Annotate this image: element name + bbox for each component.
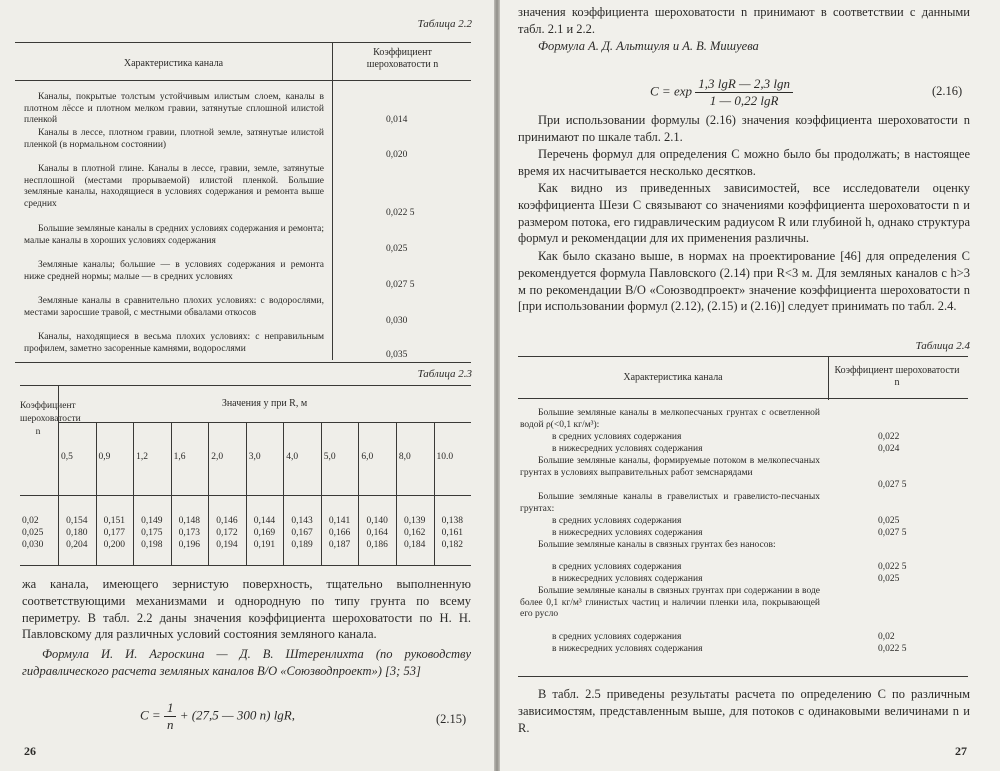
table23-cell-divider	[358, 422, 359, 565]
table22-row-text: Земляные каналы; большие — в условиях содержания и ремонта ниже средней нормы; малые — в средних условиях	[24, 260, 324, 282]
table23-r-value: 3,0	[248, 452, 261, 462]
table23-y-value: 0,139	[403, 516, 426, 526]
table24-row-value: 0,024	[878, 444, 900, 454]
table22-caption: Таблица 2.2	[417, 18, 472, 30]
table23-bottom-rule	[20, 565, 471, 566]
table23-y-value: 0,141	[328, 516, 351, 526]
table22-row-text: Каналы в плотной глине. Каналы в лессе, гравии, земле, затянутые несплошной (местами прорываемой) илистой пленкой. Большие земляные каналы, находящиеся в условиях содержания и ремонта выше средних	[24, 164, 324, 209]
table22-row-value: 0,027 5	[386, 280, 415, 290]
table23-y-value: 0,191	[253, 540, 276, 550]
table24-row-value: 0,022	[878, 432, 900, 442]
table23-r-value: 5,0	[323, 452, 336, 462]
table23-cell-divider	[133, 422, 134, 565]
table23-y-value: 0,172	[216, 528, 238, 538]
table24-row-text: Большие земляные каналы в гравелистых и гравелисто-песчаных грунтах:	[520, 492, 820, 514]
table23-caption: Таблица 2.3	[417, 368, 472, 380]
table23-y-value: 0,169	[253, 528, 276, 538]
table23-r-value: 8,0	[398, 452, 411, 462]
table23-y-value: 0,154	[66, 516, 88, 526]
table23-y-value: 0,194	[216, 540, 238, 550]
table23-y-value: 0,143	[291, 516, 313, 526]
table22-header-coefficient: Коэффициент шероховатости n	[366, 47, 439, 70]
left-page	[0, 0, 494, 771]
table24-row-value: 0,025	[878, 574, 900, 584]
table24-row-text: в нижесредних условиях содержания	[552, 574, 703, 584]
table24-row-value: 0,022 5	[878, 644, 907, 654]
table23-cell-divider	[283, 422, 284, 565]
table24-row-text: Большие земляные каналы, формируемые потоком в мелкопесчаных грунтах в условиях выправительных работ земснарядами	[520, 456, 820, 478]
table23-r-value: 0,9	[98, 452, 111, 462]
formula-2-15	[140, 700, 295, 733]
table24-header-characteristic: Характеристика канала	[623, 372, 723, 383]
table24-top-rule	[518, 356, 968, 357]
formula-2-15-lhs: C =	[140, 707, 161, 723]
table23-cell-divider	[208, 422, 209, 565]
table24-caption: Таблица 2.4	[915, 340, 970, 352]
table22-top-rule	[15, 42, 471, 43]
formula-2-16-title: Формула А. Д. Альтшуля и А. В. Мишуева	[538, 39, 759, 53]
table23-y-value: 0,162	[403, 528, 426, 538]
formula-2-16	[650, 76, 793, 109]
table23-y-value: 0,140	[366, 516, 388, 526]
table23-col-divider	[58, 385, 59, 565]
table23-y-value: 0,204	[66, 540, 88, 550]
table23-y-value: 0,146	[216, 516, 238, 526]
table23-r-value: 1,2	[136, 452, 148, 462]
formula-2-16-number: (2.16)	[932, 84, 963, 98]
table22-header-characteristic: Характеристика канала	[123, 58, 224, 69]
table23-n-value: 0,030	[22, 540, 44, 550]
table23-cell-divider	[321, 422, 322, 565]
table24-row-value: 0,022 5	[878, 562, 907, 572]
table24-row-text: в нижесредних условиях содержания	[552, 444, 703, 454]
table23-header-n: Коэффициент шероховатости n	[20, 401, 81, 437]
table24-col-divider	[828, 356, 829, 400]
table23-header-span: Значения y при R, м	[221, 398, 308, 409]
table23-y-value: 0,148	[178, 516, 201, 526]
table23-y-value: 0,196	[178, 540, 201, 550]
table24-row-text: в средних условиях содержания	[552, 516, 682, 526]
table23-y-value: 0,189	[291, 540, 313, 550]
table23-y-value: 0,187	[328, 540, 351, 550]
table23-cell-divider	[396, 422, 397, 565]
table22-row-value: 0,014	[386, 115, 408, 125]
table22-row-text: Каналы в лессе, плотном гравии, плотной земле, затянутые илистой пленкой (в нормальном состоянии)	[24, 128, 324, 150]
table22-bottom-rule	[15, 362, 471, 363]
table23-y-value: 0,186	[366, 540, 388, 550]
formula-2-16-fraction	[695, 76, 793, 109]
right-paragraph-bottom: В табл. 2.5 приведены результаты расчета по определению C по различным зависимостям, представленным выше, для потоков с одинаковыми величинами n и R.	[518, 687, 970, 735]
table22-row-value: 0,020	[386, 150, 408, 160]
table23-r-value: 6,0	[361, 452, 374, 462]
table22-row-text: Большие земляные каналы в средних условиях содержания и ремонта; малые каналы в хороших условиях содержания	[24, 224, 325, 246]
formula-2-16-numerator: 1,3 lgR — 2,3 lgn	[695, 76, 793, 93]
table23-y-value: 0,198	[141, 540, 163, 550]
formula-2-16-lhs: C = exp	[650, 83, 692, 99]
table23-y-value: 0,173	[178, 528, 201, 538]
table23-y-value: 0,144	[253, 516, 276, 526]
table22-row-text: Каналы, находящиеся в весьма плохих условиях: с неправильным профилем, заметно засоренные камнями, водорослями	[24, 332, 324, 354]
table24-header-coefficient: Коэффициент шероховатости n	[834, 365, 960, 388]
table24-bottom-rule	[518, 676, 968, 677]
table23-n-value: 0,025	[22, 528, 44, 538]
table23-y-value: 0,167	[291, 528, 313, 538]
table24-row-value: 0,025	[878, 516, 900, 526]
table22-row-value: 0,025	[386, 244, 408, 254]
table23-span-rule	[58, 422, 471, 423]
table23-n-value: 0,02	[22, 516, 39, 526]
table23-y-value: 0,164	[366, 528, 388, 538]
table23-header-rule	[20, 495, 471, 496]
table22-row-text: Земляные каналы в сравнительно плохих условиях: с водорослями, местами заросшие травой, с местными обвалами откосов	[24, 296, 324, 318]
table23-y-value: 0,161	[441, 528, 463, 538]
formula-2-15-denominator: n	[166, 717, 174, 732]
table24-row-text: Большие земляные каналы в связных грунтах без наносов:	[538, 540, 776, 550]
table23-y-value: 0,184	[403, 540, 426, 550]
formula-2-16-denominator: 1 — 0,22 lgR	[709, 93, 779, 108]
table23-y-value: 0,182	[441, 540, 463, 550]
table22-row-value: 0,035	[386, 350, 408, 360]
page-number-right: 27	[955, 744, 967, 758]
table24-row-text: в нижесредних условиях содержания	[552, 644, 703, 654]
table23-cell-divider	[434, 422, 435, 565]
left-paragraph-2: Формула И. И. Агроскина — Д. В. Штеренлихта (по руководству гидравлического расчета земляных каналов В/О «Союзводпроект») [3; 53]	[22, 647, 471, 678]
right-paragraph-3: Как видно из приведенных зависимостей, все исследователи оценку коэффициента Шези C связывают со значениями коэффициента шероховатости n и размером потока, его гидравлическим радиусом R или глубиной h, однако структура формул и рекомендации для их применения различны.	[518, 181, 970, 246]
table24-row-text: в средних условиях содержания	[552, 632, 682, 642]
table23-y-value: 0,180	[66, 528, 88, 538]
table23-y-value: 0,175	[141, 528, 163, 538]
formula-2-15-numerator: 1	[164, 700, 177, 717]
table24-row-text: в нижесредних условиях содержания	[552, 528, 703, 538]
left-paragraph-1: жа канала, имеющего зернистую поверхность, тщательно выполненную соответствующими механизмами и однородную по типу грунта по всему периметру. В табл. 2.2 даны значения коэффициента шероховатости по Н. Н. Павловскому для различных условий состояния земляного канала.	[22, 577, 471, 642]
table23-cell-divider	[171, 422, 172, 565]
table22-row-value: 0,030	[386, 316, 408, 326]
table23-r-value: 0,5	[61, 452, 73, 462]
table23-y-value: 0,149	[141, 516, 163, 526]
table23-r-value: 2,0	[211, 452, 224, 462]
table22-row-text: Каналы, покрытые толстым устойчивым илистым слоем, каналы в плотном лёссе и плотном мелком гравии, затянутые сплошной илистой пленкой	[24, 92, 324, 125]
table24-header-rule	[518, 398, 968, 399]
table24-row-text: Большие земляные каналы в связных грунтах при содержании в воде более 0,1 кг/м³ глинистых частиц и наличии пленки ила, покрывающей его русло	[520, 586, 820, 619]
table24-row-value: 0,027 5	[878, 528, 907, 538]
table23-y-value: 0,138	[441, 516, 463, 526]
table22-header-rule	[15, 80, 471, 81]
table24-row-text: Большие земляные каналы в мелкопесчаных грунтах с осветленной водой ρ(<0,1 кг/м³):	[520, 408, 820, 430]
table23-y-value: 0,151	[103, 516, 125, 526]
formula-2-15-fraction	[164, 700, 177, 733]
formula-2-15-number: (2.15)	[436, 712, 467, 726]
formula-2-15-rest: + (27,5 — 300 n) lgR,	[179, 707, 295, 723]
table24-row-value: 0,027 5	[878, 480, 907, 490]
right-paragraph-top: значения коэффициента шероховатости n принимают в соответствии с данными табл. 2.1 и 2.2.	[518, 5, 970, 36]
table23-y-value: 0,200	[103, 540, 125, 550]
table23-cell-divider	[246, 422, 247, 565]
right-paragraph-4: Как было сказано выше, в нормах на проектирование [46] для определения C рекомендуется формула Павловского (2.14) при R<3 м. Для земляных каналов с h>3 м по рекомендации В/О «Союзводпроект» значение коэффициента шероховатости n [при использовании формул (2.12), (2.15) и (2.16)] следует принимать по табл. 2.4.	[518, 249, 970, 314]
table23-r-value: 4,0	[286, 452, 299, 462]
table22-col-divider	[332, 42, 333, 360]
table24-row-value: 0,02	[878, 632, 895, 642]
right-paragraph-1: При использовании формулы (2.16) значения коэффициента шероховатости n принимают по шкале табл. 2.1.	[518, 113, 970, 144]
table24-row-text: в средних условиях содержания	[552, 432, 682, 442]
right-paragraph-2: Перечень формул для определения C можно было бы продолжать; в настоящее время их насчитывается несколько десятков.	[518, 147, 970, 178]
table23-cell-divider	[96, 422, 97, 565]
table23-top-rule	[20, 385, 471, 386]
right-page	[500, 0, 1000, 771]
table24-row-text: в средних условиях содержания	[552, 562, 682, 572]
table22-row-value: 0,022 5	[386, 208, 415, 218]
page-number-left: 26	[24, 744, 36, 758]
table23-y-value: 0,166	[328, 528, 351, 538]
table23-r-value: 1,6	[173, 452, 186, 462]
table23-y-value: 0,177	[103, 528, 125, 538]
table23-r-value: 10.0	[436, 452, 454, 462]
